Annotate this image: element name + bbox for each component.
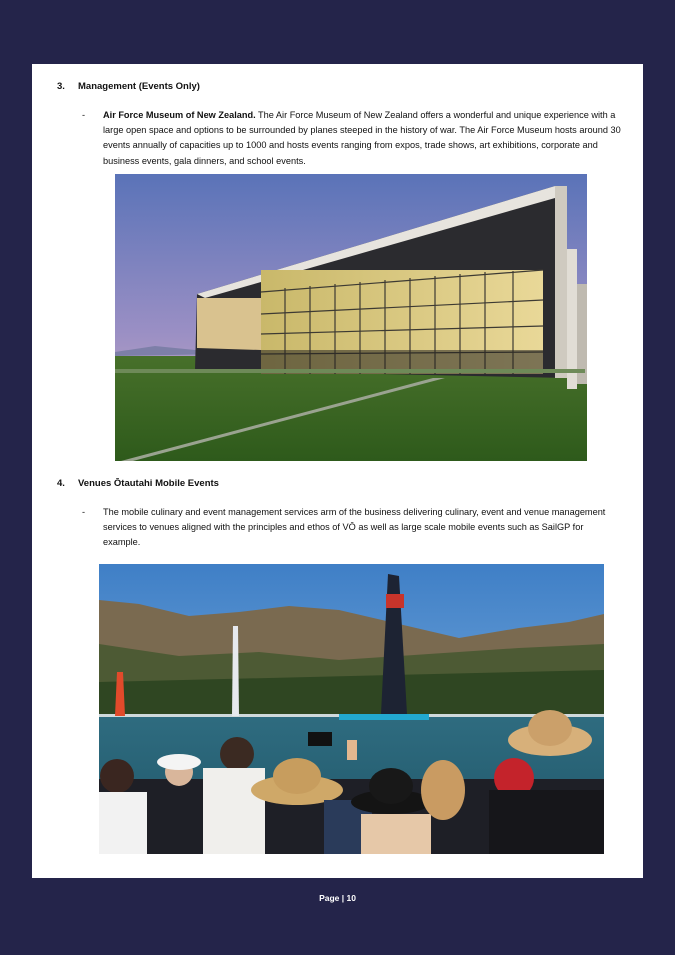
section-title: Management (Events Only) [78, 81, 200, 92]
sailgp-spectators-photo [99, 564, 604, 854]
document-page [32, 64, 643, 878]
section-title: Venues Ōtautahi Mobile Events [78, 478, 219, 489]
section-heading-management [57, 81, 200, 92]
bullet-dash: - [82, 507, 86, 517]
paragraph-body: The mobile culinary and event management services arm of the business delivering culinary, event and venue management services to venues aligned with the principles and ethos of VŌ as well as large scale mobile events such as SailGP for example. [103, 507, 606, 548]
paragraph-body: The Air Force Museum of New Zealand offers a wonderful and unique experience with a large open space and options to be surrounded by planes steeped in the history of war. The Air Force Museum hosts around 30 events annually of capacities up to 1000 and hosts events ranging from expos, trade shows, art exhibitions, corporate and business events, gala dinners, and school events. [103, 110, 621, 166]
section-heading-venues [57, 478, 219, 489]
section-paragraph-air-force-museum [82, 108, 621, 169]
section-number: 3. [57, 81, 65, 92]
section-paragraph-mobile-events [82, 505, 621, 551]
paragraph-lead: Air Force Museum of New Zealand. [103, 110, 256, 120]
page-number: Page | 10 [319, 893, 356, 903]
section-number: 4. [57, 478, 65, 489]
bullet-dash: - [82, 110, 86, 120]
air-force-museum-photo [115, 174, 587, 461]
